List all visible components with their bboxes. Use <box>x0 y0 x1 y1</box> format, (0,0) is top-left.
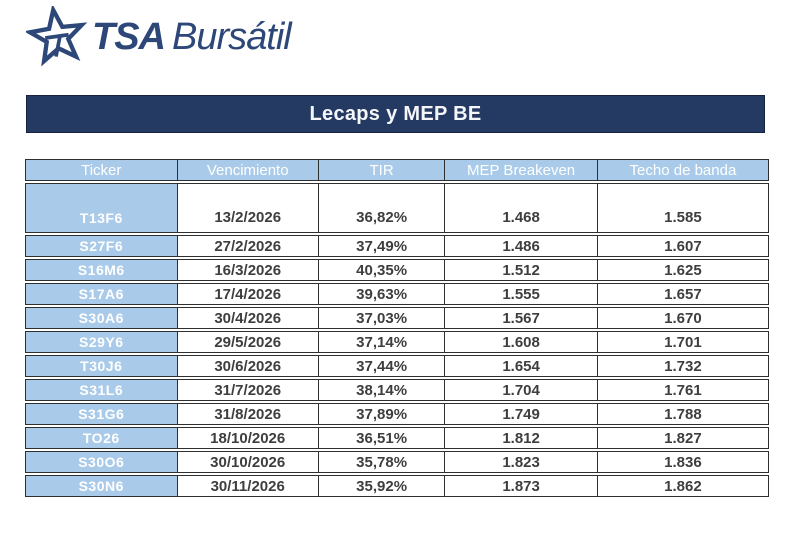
vencimiento-cell: 17/4/2026 <box>178 283 319 305</box>
ticker-cell: TO26 <box>25 427 178 449</box>
table-row-T30J6 <box>25 355 769 377</box>
table-row-S27F6 <box>25 235 769 257</box>
mep-breakeven-cell: 1.468 <box>445 183 598 233</box>
table-row-S29Y6 <box>25 331 769 353</box>
brand-name-light: Bursátil <box>172 16 291 58</box>
vencimiento-cell: 16/3/2026 <box>178 259 319 281</box>
techo-de-banda-cell: 1.827 <box>598 427 769 449</box>
ticker-cell: S30A6 <box>25 307 178 329</box>
ticker-cell: T30J6 <box>25 355 178 377</box>
techo-de-banda-cell: 1.607 <box>598 235 769 257</box>
tir-cell: 36,51% <box>319 427 445 449</box>
ticker-cell: S30N6 <box>25 475 178 497</box>
ticker-cell: S30O6 <box>25 451 178 473</box>
tir-cell: 38,14% <box>319 379 445 401</box>
techo-de-banda-cell: 1.670 <box>598 307 769 329</box>
ticker-cell: S27F6 <box>25 235 178 257</box>
tir-cell: 37,49% <box>319 235 445 257</box>
vencimiento-cell: 30/6/2026 <box>178 355 319 377</box>
table-header-row <box>25 159 769 181</box>
brand-name-bold: TSA <box>92 16 165 58</box>
ticker-cell: S29Y6 <box>25 331 178 353</box>
column-header-ticker: Ticker <box>25 159 178 181</box>
techo-de-banda-cell: 1.761 <box>598 379 769 401</box>
column-header-tir: TIR <box>319 159 445 181</box>
tir-cell: 37,89% <box>319 403 445 425</box>
tir-cell: 40,35% <box>319 259 445 281</box>
brand-name <box>92 18 291 56</box>
techo-de-banda-cell: 1.732 <box>598 355 769 377</box>
tsa-star-icon <box>26 6 88 68</box>
table-row-S30O6 <box>25 451 769 473</box>
mep-breakeven-cell: 1.749 <box>445 403 598 425</box>
tir-cell: 39,63% <box>319 283 445 305</box>
report-title: Lecaps y MEP BE <box>309 102 482 125</box>
column-header-mep-breakeven: MEP Breakeven <box>445 159 598 181</box>
mep-breakeven-cell: 1.567 <box>445 307 598 329</box>
vencimiento-cell: 18/10/2026 <box>178 427 319 449</box>
tir-cell: 35,92% <box>319 475 445 497</box>
ticker-cell: S17A6 <box>25 283 178 305</box>
mep-breakeven-cell: 1.608 <box>445 331 598 353</box>
mep-breakeven-cell: 1.486 <box>445 235 598 257</box>
ticker-cell: S31G6 <box>25 403 178 425</box>
techo-de-banda-cell: 1.836 <box>598 451 769 473</box>
table-row-TO26 <box>25 427 769 449</box>
table-row-S30A6 <box>25 307 769 329</box>
techo-de-banda-cell: 1.788 <box>598 403 769 425</box>
mep-breakeven-cell: 1.823 <box>445 451 598 473</box>
ticker-cell: T13F6 <box>25 183 178 233</box>
table-header <box>25 159 769 181</box>
techo-de-banda-cell: 1.862 <box>598 475 769 497</box>
table-row-S31G6 <box>25 403 769 425</box>
vencimiento-cell: 27/2/2026 <box>178 235 319 257</box>
vencimiento-cell: 30/10/2026 <box>178 451 319 473</box>
table-row-S31L6 <box>25 379 769 401</box>
table-row-T13F6 <box>25 183 769 233</box>
vencimiento-cell: 31/8/2026 <box>178 403 319 425</box>
techo-de-banda-cell: 1.657 <box>598 283 769 305</box>
vencimiento-cell: 31/7/2026 <box>178 379 319 401</box>
techo-de-banda-cell: 1.701 <box>598 331 769 353</box>
tir-cell: 37,44% <box>319 355 445 377</box>
mep-breakeven-cell: 1.873 <box>445 475 598 497</box>
column-header-vencimiento: Vencimiento <box>178 159 319 181</box>
tir-cell: 36,82% <box>319 183 445 233</box>
tir-cell: 35,78% <box>319 451 445 473</box>
vencimiento-cell: 13/2/2026 <box>178 183 319 233</box>
ticker-cell: S16M6 <box>25 259 178 281</box>
mep-breakeven-cell: 1.512 <box>445 259 598 281</box>
brand-logo <box>26 4 291 70</box>
techo-de-banda-cell: 1.585 <box>598 183 769 233</box>
techo-de-banda-cell: 1.625 <box>598 259 769 281</box>
mep-breakeven-cell: 1.704 <box>445 379 598 401</box>
tir-cell: 37,03% <box>319 307 445 329</box>
vencimiento-cell: 30/11/2026 <box>178 475 319 497</box>
mep-breakeven-cell: 1.654 <box>445 355 598 377</box>
table-row-S30N6 <box>25 475 769 497</box>
table-row-S16M6 <box>25 259 769 281</box>
table-body <box>25 183 769 497</box>
report-title-bar <box>26 95 765 133</box>
mep-breakeven-cell: 1.555 <box>445 283 598 305</box>
ticker-cell: S31L6 <box>25 379 178 401</box>
vencimiento-cell: 29/5/2026 <box>178 331 319 353</box>
lecaps-mep-table <box>25 157 769 499</box>
column-header-techo-de-banda: Techo de banda <box>598 159 769 181</box>
table-row-S17A6 <box>25 283 769 305</box>
mep-breakeven-cell: 1.812 <box>445 427 598 449</box>
vencimiento-cell: 30/4/2026 <box>178 307 319 329</box>
tir-cell: 37,14% <box>319 331 445 353</box>
